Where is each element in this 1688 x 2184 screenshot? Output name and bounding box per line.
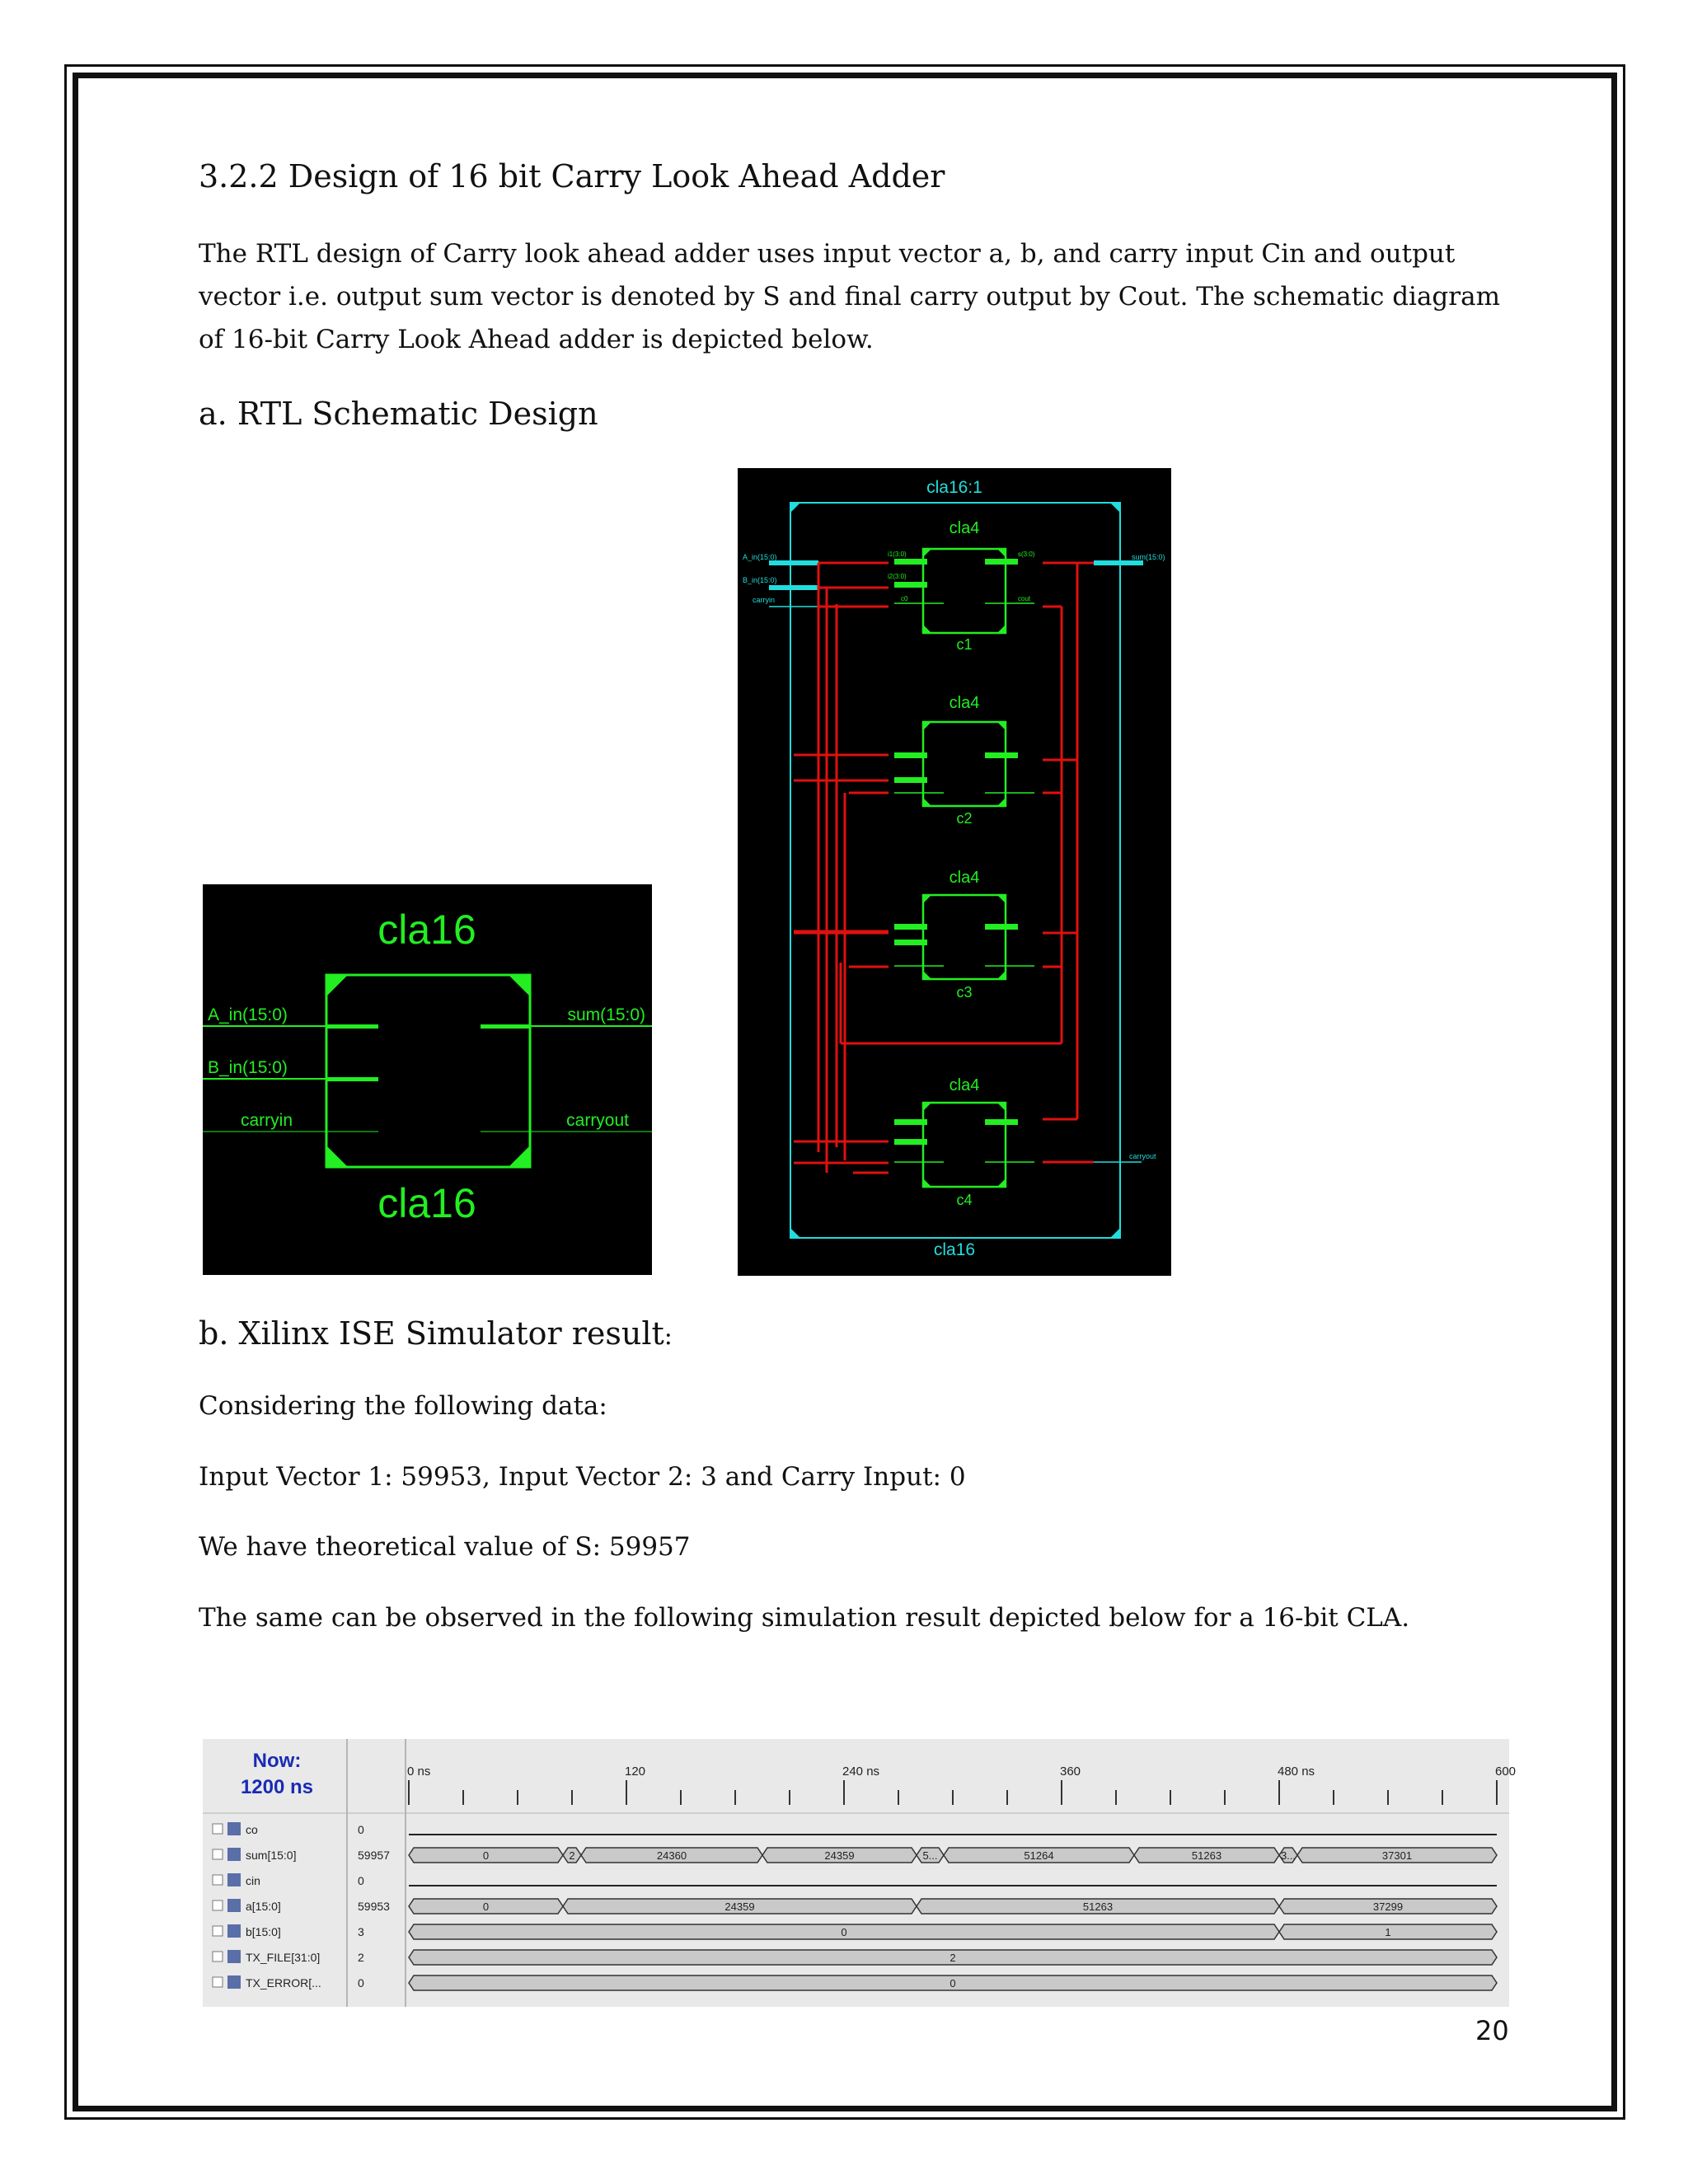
cla4-label-3: cla4 [949,869,980,887]
bus-value: 0 [482,1900,490,1913]
subsection-b-title [199,1315,673,1352]
bus-value: 0 [950,1977,956,1990]
signal-name: TX_ERROR[... [246,1976,321,1990]
instance-c3: c3 [956,984,973,1001]
data-line-2: Input Vector 1: 59953, Input Vector 2: 3 and Carry Input: 0 [199,1462,966,1492]
expand-icon[interactable] [213,1824,223,1834]
signal-name: co [246,1823,258,1836]
pin-i2-1: i2(3:0) [888,573,907,580]
page-number: 20 [1475,2015,1509,2046]
signal-type-icon [227,1950,241,1963]
bus-value: 2 [569,1849,575,1862]
time-tick-label: 0 ns [407,1765,431,1779]
pin-s-1: s(3:0) [1018,551,1035,558]
signal-name: sum[15:0] [246,1849,297,1862]
signal-type-icon [227,1899,241,1912]
time-tick-label: 600 [1495,1765,1517,1779]
data-line-3: We have theoretical value of S: 59957 [199,1532,691,1562]
instance-c4: c4 [956,1192,973,1208]
subsection-b-colon: : [663,1322,673,1351]
bus-value: 24359 [824,1849,855,1862]
port-a-in: A_in(15:0) [208,1005,288,1024]
signal-value: 3 [358,1925,364,1938]
instance-c2: c2 [956,810,973,827]
bus-value: 2 [950,1952,956,1964]
port-sum: sum(15:0) [567,1005,645,1024]
pin-c0-1: c0 [901,595,908,602]
data-line-4: The same can be observed in the following simulation result depicted below for a 16-bit CLA. [199,1603,1410,1633]
block-corner-tl [326,975,348,996]
signal-type-icon [227,1924,241,1938]
subsection-b-text: b. Xilinx ISE Simulator result [199,1315,664,1352]
intro-paragraph: The RTL design of Carry look ahead adder uses input vector a, b, and carry input Cin and output vector i.e. output sum vector is denoted by S and final carry output by Cout. The schematic diagram of 16-bit Carry Look Ahead adder is depicted below. [199,239,1500,354]
subsection-a-title: a. RTL Schematic Design [199,396,598,432]
bus-value: 37301 [1381,1849,1413,1862]
time-tick-label: 360 [1060,1765,1081,1779]
expand-icon[interactable] [213,1926,223,1936]
cla4-label-1: cla4 [949,519,980,537]
inner-port-sum: sum(15:0) [1132,553,1165,561]
signal-name: TX_FILE[31:0] [246,1951,321,1964]
signal-type-icon [227,1873,241,1886]
instance-c1: c1 [956,636,973,653]
schematic-title: cla16:1 [926,478,982,497]
time-tick-label: 480 ns [1278,1765,1315,1779]
block-outline [326,975,530,1167]
bus-value: 51263 [1191,1849,1222,1862]
signal-name: cin [246,1874,260,1887]
cla4-label-4: cla4 [949,1076,980,1094]
bus-value: 3... [1280,1849,1296,1862]
inner-port-carryout: carryout [1129,1152,1156,1160]
inner-port-carryin: carryin [753,596,776,604]
bus-value: 24360 [656,1849,687,1862]
bus-value: 51263 [1082,1900,1114,1913]
data-line-1: Considering the following data: [199,1391,607,1421]
block-bottom-label: cla16 [377,1180,476,1226]
bus-value: 0 [482,1849,490,1862]
signal-value: 59953 [358,1900,390,1913]
port-carryout: carryout [566,1111,629,1130]
port-b-in: B_in(15:0) [208,1058,288,1077]
cla4-label-2: cla4 [949,694,980,712]
schematic-footer: cla16 [933,1240,976,1259]
block-title: cla16 [377,907,476,953]
section-title: 3.2.2 Design of 16 bit Carry Look Ahead Adder [199,158,945,194]
simulation-waveform [203,1739,1517,2007]
signal-type-icon [227,1975,241,1989]
bus-value: 5... [922,1849,938,1862]
expand-icon[interactable] [213,1900,223,1910]
block-corner-br [509,1146,530,1167]
signal-value: 0 [358,1874,364,1887]
inner-port-b: B_in(15:0) [743,576,777,584]
sim-now-value: 1200 ns [240,1776,314,1798]
signal-type-icon [227,1848,241,1861]
expand-icon[interactable] [213,1952,223,1961]
signal-value: 2 [358,1951,364,1964]
expand-icon[interactable] [213,1849,223,1859]
expand-icon[interactable] [213,1875,223,1885]
bus-value: 24359 [724,1900,755,1913]
expand-icon[interactable] [213,1977,223,1987]
block-corner-bl [326,1146,348,1167]
bus-value: 0 [841,1926,847,1938]
pin-i1-1: i1(3:0) [888,551,907,558]
time-tick-label: 240 ns [842,1765,880,1779]
sim-now-label: Now: [252,1750,302,1772]
cla16-top-block-figure [203,884,652,1275]
inner-port-a: A_in(15:0) [743,553,777,561]
bus-value: 37299 [1372,1900,1404,1913]
time-tick-label: 120 [625,1765,646,1779]
signal-name: b[15:0] [246,1925,281,1938]
signal-value: 0 [358,1976,364,1990]
carry-and-bus-wiring [794,563,1094,1173]
bus-value: 1 [1385,1926,1391,1938]
bus-value: 51264 [1024,1849,1054,1862]
port-carryin: carryin [241,1111,293,1130]
signal-value: 59957 [358,1849,390,1862]
block-corner-tr [509,975,530,996]
cla16-internal-schematic [738,468,1171,1276]
signal-name: a[15:0] [246,1900,281,1913]
signal-value: 0 [358,1823,364,1836]
pin-cout-1: cout [1018,595,1031,602]
signal-type-icon [227,1822,241,1835]
